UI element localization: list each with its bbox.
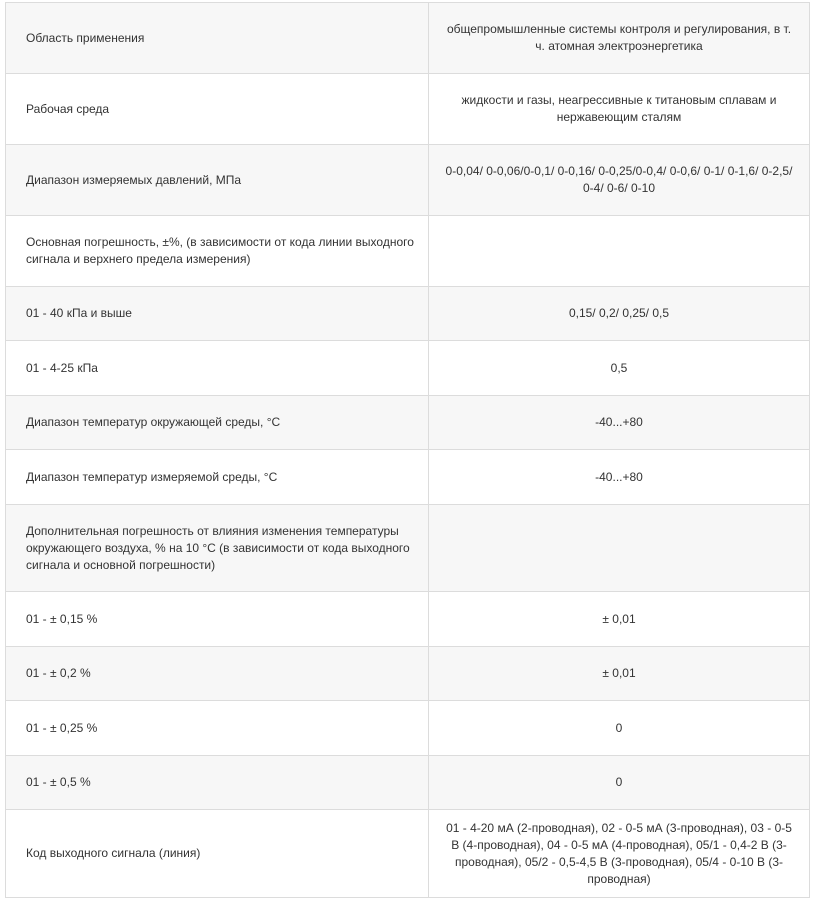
table-row xyxy=(6,756,810,810)
row-value: 0,5 xyxy=(429,341,810,396)
table-row xyxy=(6,216,810,287)
row-value: 0 xyxy=(429,701,810,756)
row-label: 01 - ± 0,2 % xyxy=(6,647,429,701)
row-label: 01 - ± 0,15 % xyxy=(6,592,429,647)
row-value: 0,15/ 0,2/ 0,25/ 0,5 xyxy=(429,287,810,341)
table-row xyxy=(6,287,810,341)
row-label: 01 - ± 0,25 % xyxy=(6,701,429,756)
row-value: 0 xyxy=(429,756,810,810)
row-value: 01 - 4-20 мА (2-проводная), 02 - 0-5 мА (3-проводная), 03 - 0-5 В (4-проводная), 04 - 0-5 мА (4-проводная), 05/1 - 0,4-2 В (3-проводная), 05/2 - 0,5-4,5 В (3-проводная), 05/4 - 0-10 В (3-проводная) xyxy=(429,810,810,898)
table-row xyxy=(6,3,810,74)
spec-table xyxy=(5,2,810,898)
table-row xyxy=(6,505,810,592)
table-row xyxy=(6,450,810,505)
row-label: Область применения xyxy=(6,3,429,74)
row-label: Рабочая среда xyxy=(6,74,429,145)
table-row xyxy=(6,701,810,756)
row-label: Основная погрешность, ±%, (в зависимости от кода линии выходного сигнала и верхнего предела измерения) xyxy=(6,216,429,287)
table-row xyxy=(6,592,810,647)
table-row xyxy=(6,341,810,396)
row-value: жидкости и газы, неагрессивные к титановым сплавам и нержавеющим сталям xyxy=(429,74,810,145)
row-value: ± 0,01 xyxy=(429,592,810,647)
row-label: Дополнительная погрешность от влияния изменения температуры окружающего воздуха, % на 10 °С (в зависимости от кода выходного сигнала и основной погрешности) xyxy=(6,505,429,592)
row-value: -40...+80 xyxy=(429,450,810,505)
row-value xyxy=(429,505,810,592)
row-label: 01 - 40 кПа и выше xyxy=(6,287,429,341)
row-label: 01 - 4-25 кПа xyxy=(6,341,429,396)
table-row xyxy=(6,145,810,216)
row-label: Код выходного сигнала (линия) xyxy=(6,810,429,898)
table-row xyxy=(6,74,810,145)
row-value: общепромышленные системы контроля и регулирования, в т. ч. атомная электроэнергетика xyxy=(429,3,810,74)
row-value: -40...+80 xyxy=(429,396,810,450)
row-value: ± 0,01 xyxy=(429,647,810,701)
row-label: Диапазон температур измеряемой среды, °С xyxy=(6,450,429,505)
row-value: 0-0,04/ 0-0,06/0-0,1/ 0-0,16/ 0-0,25/0-0,4/ 0-0,6/ 0-1/ 0-1,6/ 0-2,5/ 0-4/ 0-6/ 0-10 xyxy=(429,145,810,216)
table-row xyxy=(6,647,810,701)
row-label: 01 - ± 0,5 % xyxy=(6,756,429,810)
table-row xyxy=(6,396,810,450)
row-label: Диапазон измеряемых давлений, МПа xyxy=(6,145,429,216)
table-row xyxy=(6,810,810,898)
row-label: Диапазон температур окружающей среды, °С xyxy=(6,396,429,450)
row-value xyxy=(429,216,810,287)
